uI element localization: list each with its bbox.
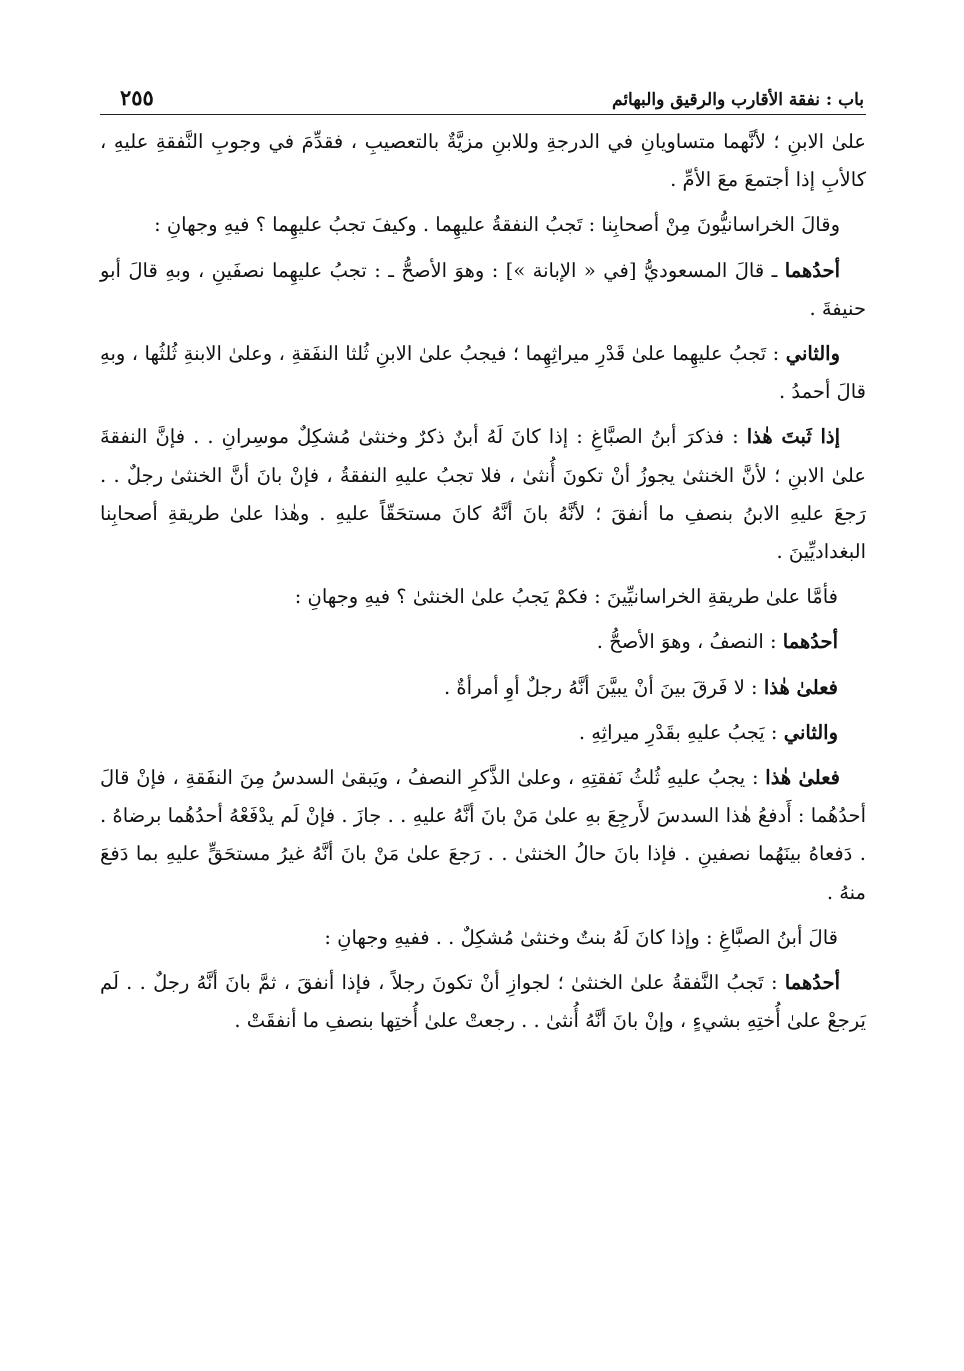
page-body [100,123,866,1040]
paragraph [100,623,866,661]
paragraph-text: ـ قالَ المسعوديُّ [في « الإبانة »] : وهوَ الأصحُّ ـ : تجبُ عليهِما نصفَينِ ، وبهِ قالَ أبو حنيفةَ . [100,258,866,320]
paragraph-lead: إذا ثَبتَ هٰذا [746,425,840,449]
paragraph [100,964,866,1040]
chapter-title: باب : نفقة الأقارب والرقيق والبهائم [612,90,864,110]
book-page [100,72,866,1047]
paragraph-text: قالَ أبنُ الصبَّاغِ : وإذا كانَ لَهُ بنتٌ وخنثىٰ مُشكِلٌ . . ففيهِ وجهانِ : [324,925,838,949]
paragraph [100,418,866,571]
paragraph [100,206,866,244]
paragraph [100,335,866,411]
paragraph-lead: أحدُهما [784,971,840,995]
paragraph-text: وقالَ الخراسانيُّونَ مِنْ أصحابِنا : تَجبُ النفقةُ عليهِما . وكيفَ تجبُ عليهِما ؟ فيهِ وجهانِ : [154,213,840,237]
paragraph-text: علىٰ الابنِ ؛ لأنَّهما متساويانِ في الدرجةِ وللابنِ مزيَّةٌ بالتعصيبِ ، فقدِّمَ في وجوبِ النَّفقةِ عليهِ ، كالأبِ إذا أجتمعَ معَ الأمِّ . [100,130,866,192]
paragraph-text: : يَجبُ عليهِ بقَدْرِ ميراثِهِ . [578,720,784,744]
paragraph-lead: أحدُهما [782,630,838,654]
paragraph-text: فأمَّا علىٰ طريقةِ الخراسانيِّينَ : فكمْ يَجبُ علىٰ الخنثىٰ ؟ فيهِ وجهانِ : [294,585,838,609]
paragraph [100,714,866,752]
paragraph-lead: فعلىٰ هٰذا [763,675,838,699]
paragraph [100,759,866,912]
paragraph-text: : النصفُ ، وهوَ الأصحُّ . [596,630,783,654]
paragraph [100,578,866,616]
paragraph [100,919,866,957]
paragraph-lead: أحدُهما [784,258,840,282]
paragraph-lead: والثاني [785,342,840,366]
paragraph-lead: فعلىٰ هٰذا [765,766,840,790]
paragraph-text: : فذكرَ أبنُ الصبَّاغِ : إذا كانَ لَهُ أبنٌ ذكرٌ وخنثىٰ مُشكِلٌ موسِرانِ . . فإنَّ النفقةَ علىٰ الابنِ ؛ لأنَّ الخنثىٰ يجوزُ أنْ تكونَ أُنثىٰ ، فلا تجبُ عليهِ النفقةُ ، فإنْ بانَ أنَّ الخنثىٰ رجلٌ . . رَجعَ عليهِ الابنُ بنصفِ ما أنفقَ ؛ لأنَّهُ بانَ أنَّهُ كانَ مستحَقّاً عليهِ . وهٰذا علىٰ طريقةِ أصحابِنا البغداديِّينَ . [100,425,866,564]
paragraph [100,252,866,328]
paragraph [100,123,866,199]
page-number: ٢٥٥ [120,85,154,110]
paragraph-lead: والثاني [783,720,838,744]
paragraph-text: : تَجبُ النَّفقةُ علىٰ الخنثىٰ ؛ لجوازِ أنْ تكونَ رجلاً ، فإذا أنفقَ ، ثمَّ بانَ أنَّهُ رجلٌ . . لَم يَرجعْ علىٰ أُختِهِ بشيءٍ ، وإنْ بانَ أنَّهُ أُنثىٰ . . رجعتْ علىٰ أُختِها بنصفِ ما أنفقَتْ . [100,971,866,1033]
paragraph-text: : يجبُ عليهِ ثُلثُ نَفقتِهِ ، وعلىٰ الذَّكرِ النصفُ ، ويَبقىٰ السدسُ مِنَ النفَقةِ ، فإنْ قالَ أحدُهُما : أَدفعُ هٰذا السدسَ لأَرجِعَ بهِ علىٰ مَنْ بانَ أنَّهُ عليهِ . . جازَ . فإنْ لَم يدْفَعْهُ أحدُهُما برضاهُ . . دَفعاهُ بينَهُما نصفينِ . فإذا بانَ حالُ الخنثىٰ . . رَجعَ علىٰ مَنْ بانَ أنَّهُ غيرُ مستحَقٍّ عليهِ بما دَفعَ منهُ . [100,766,866,904]
paragraph-text: : تَجبُ عليهِما علىٰ قَدْرِ ميراثِهِما ؛ فيجبُ علىٰ الابنِ ثُلثا النفَقةِ ، وعلىٰ الابنةِ ثُلثُها ، وبهِ قالَ أحمدُ . [100,342,866,404]
paragraph-text: : لا فَرقَ بينَ أنْ يبيَّنَ أنَّهُ رجلٌ أوِ أمرأةٌ . [443,675,764,699]
page-header [100,72,866,115]
paragraph [100,669,866,707]
